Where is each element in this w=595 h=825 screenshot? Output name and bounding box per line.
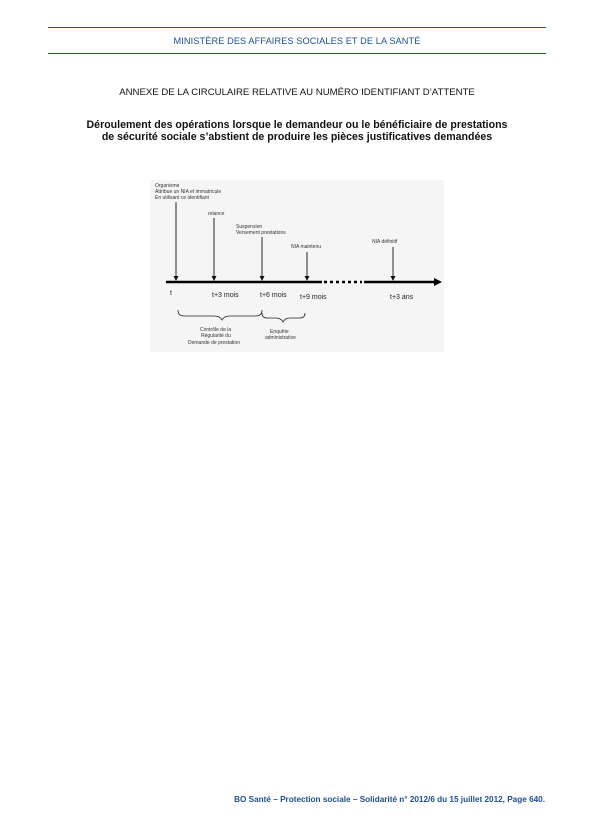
document-title-line-1: Déroulement des opérations lorsque le demandeur ou le bénéficiaire de prestations	[86, 119, 508, 131]
header-top-rule	[48, 27, 546, 28]
event-nia-definitif: NIA définitif	[372, 239, 398, 245]
ministry-header: MINISTÈRE DES AFFAIRES SOCIALES ET DE LA SANTÉ	[173, 36, 421, 46]
annex-title: ANNEXE DE LA CIRCULAIRE RELATIVE AU NUMÉRO IDENTIFIANT D’ATTENTE	[119, 87, 475, 98]
event-organisme-line-1: Organisme	[155, 183, 180, 189]
timeline-svg	[150, 180, 444, 352]
brace-enquete-line-1: Enquête	[270, 329, 289, 335]
timeline-axis-arrowhead	[434, 278, 442, 286]
brace-controle	[178, 310, 262, 320]
header-bottom-rule	[48, 53, 546, 54]
tick-t3-mois: t+3 mois	[212, 292, 239, 299]
brace-enquete	[262, 313, 305, 322]
event-suspension-line-1: Suspension	[236, 224, 263, 230]
document-title	[48, 120, 546, 143]
timeline-diagram	[150, 180, 444, 352]
event-nia-maintenu: NIA maintenu	[291, 244, 322, 250]
tick-t9-mois: t+9 mois	[300, 294, 327, 301]
event-relance: relance	[208, 211, 225, 217]
brace-controle-line-1: Contrôle de la	[200, 327, 232, 333]
page-footer: BO Santé – Protection sociale – Solidarité n° 2012/6 du 15 juillet 2012, Page 640.	[234, 795, 545, 804]
event-suspension-arrowhead	[260, 276, 265, 281]
event-nia-maintenu-arrowhead	[305, 276, 310, 281]
event-nia-definitif-arrowhead	[391, 276, 396, 281]
event-suspension-line-2: Versement prestations	[236, 230, 286, 236]
event-relance-arrowhead	[212, 276, 217, 281]
brace-controle-line-3: Demande de prestation	[188, 340, 240, 346]
tick-t0: t	[170, 290, 172, 297]
document-title-line-2: de sécurité sociale s’abstient de produire les pièces justificatives demandées	[101, 130, 493, 143]
brace-enquete-line-2: administrative	[265, 335, 296, 341]
tick-t3-ans: t+3 ans	[390, 294, 414, 301]
event-organisme-line-3: En utilisant ce identifiant	[155, 195, 209, 201]
event-organisme-arrowhead	[174, 276, 179, 281]
tick-t6-mois: t+6 mois	[260, 292, 287, 299]
brace-controle-line-2: Régularité du	[201, 333, 231, 339]
event-organisme-line-2: Attribue un NIA et immatricule	[155, 189, 222, 195]
